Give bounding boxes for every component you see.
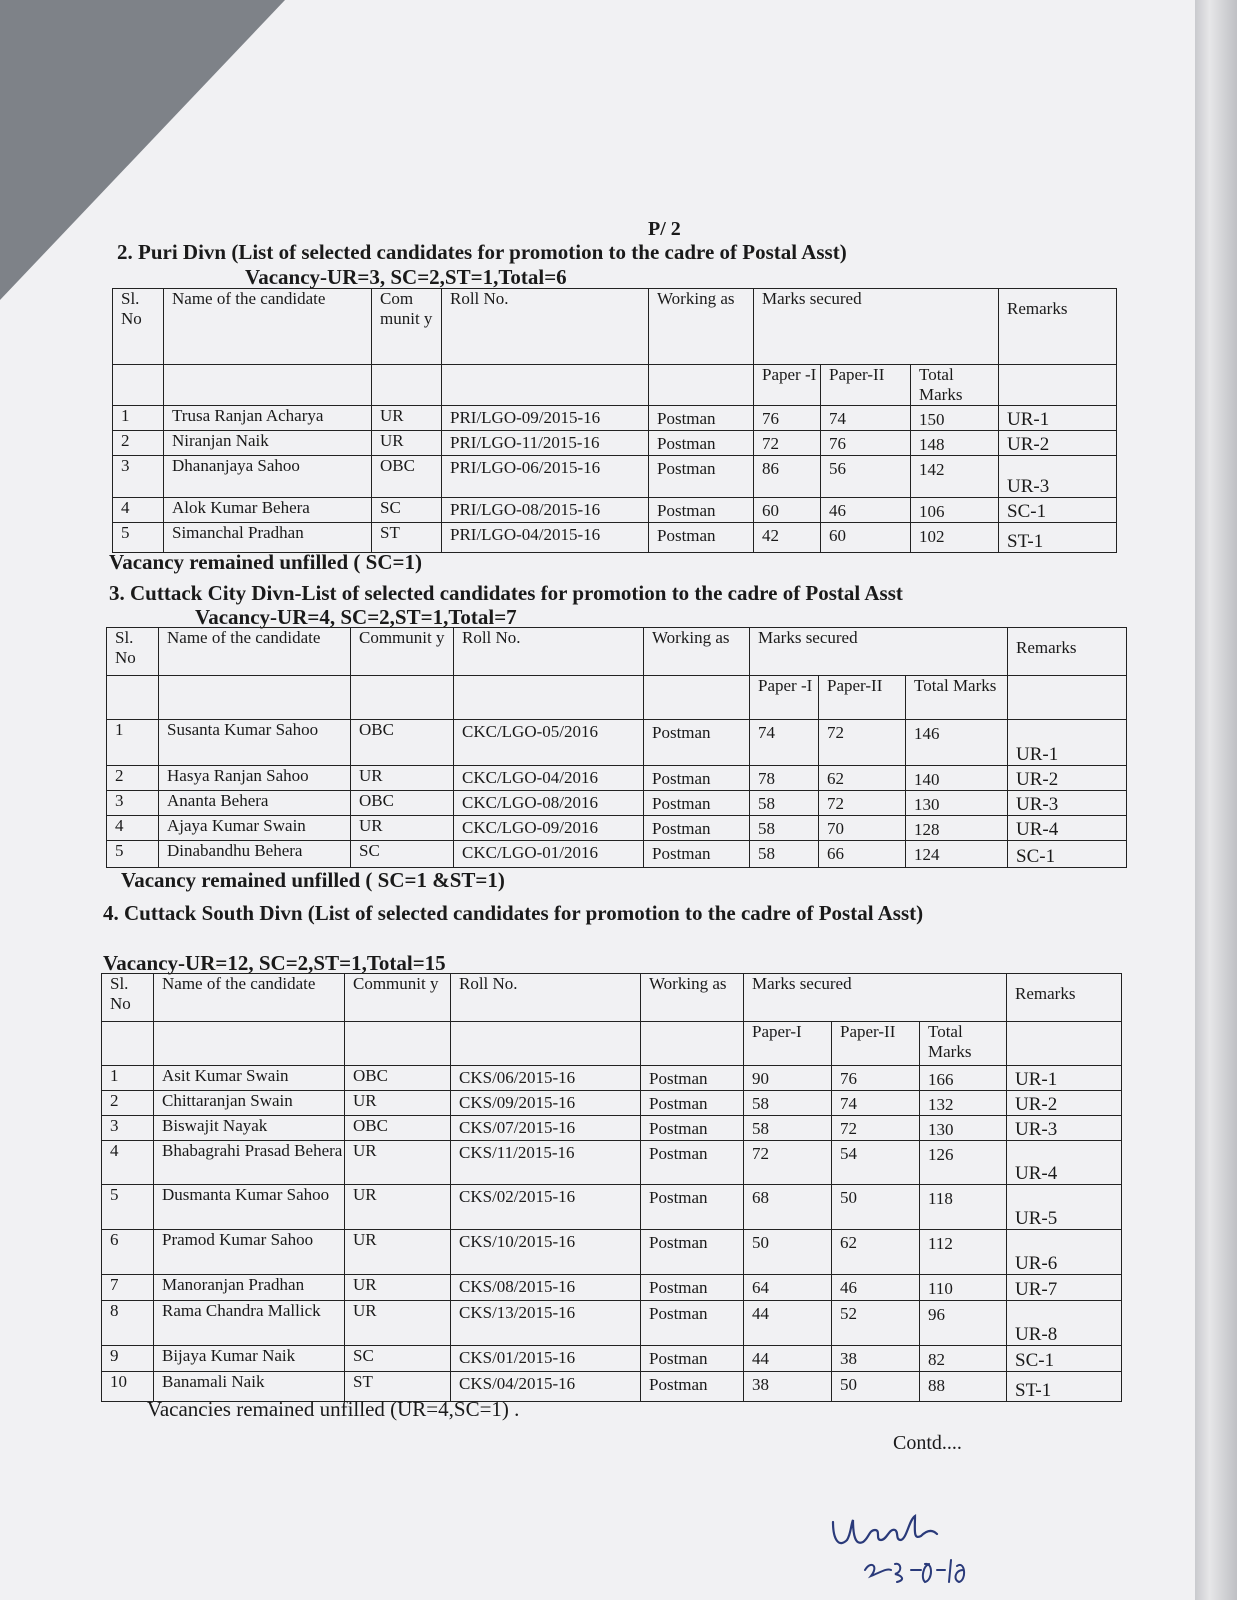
vacancy-line-cuttack-city: Vacancy-UR=4, SC=2,ST=1,Total=7 — [195, 605, 517, 629]
vacancy-line-puri: Vacancy-UR=3, SC=2,ST=1,Total=6 — [245, 265, 567, 289]
candidate-name-cell: Pramod Kumar Sahoo — [154, 1230, 345, 1275]
community-cell: OBC — [345, 1116, 451, 1141]
table-row — [102, 1275, 1122, 1301]
paper-2-cell: 56 — [821, 456, 911, 498]
table-header — [113, 289, 1117, 406]
sl-no-cell: 5 — [107, 841, 159, 868]
remarks-header: Remarks — [999, 289, 1117, 365]
paper-2-cell: 72 — [832, 1116, 920, 1141]
working-as-cell: Postman — [641, 1091, 744, 1116]
sl-no-cell: 2 — [107, 766, 159, 791]
remarks-cell: UR-2 — [1007, 1091, 1122, 1116]
working-as-cell: Postman — [641, 1141, 744, 1185]
working-as-cell: Postman — [641, 1185, 744, 1230]
empty-cell — [113, 365, 164, 406]
table-row — [107, 766, 1127, 791]
total-marks-cell: 142 — [911, 456, 999, 498]
paper-1-header: Paper -I — [750, 676, 819, 720]
paper-2-cell: 62 — [819, 766, 906, 791]
total-marks-cell: 130 — [920, 1116, 1007, 1141]
table-header — [107, 628, 1127, 720]
remarks-cell: UR-3 — [1007, 1116, 1122, 1141]
community-cell: SC — [351, 841, 454, 868]
candidate-name-cell: Ananta Behera — [159, 791, 351, 816]
sl-no-cell: 5 — [113, 523, 164, 553]
empty-cell — [107, 676, 159, 720]
empty-cell — [451, 1022, 641, 1066]
total-marks-cell: 88 — [920, 1372, 1007, 1402]
roll-no-cell: CKS/08/2015-16 — [451, 1275, 641, 1301]
subheader-row — [102, 1022, 1122, 1066]
empty-cell — [351, 676, 454, 720]
candidate-name-cell: Bijaya Kumar Naik — [154, 1346, 345, 1372]
paper-2-cell: 72 — [819, 791, 906, 816]
working-as-cell: Postman — [649, 406, 754, 431]
working-as-cell: Postman — [641, 1301, 744, 1346]
remarks-cell: SC-1 — [1008, 841, 1127, 868]
sl-no-cell: 3 — [102, 1116, 154, 1141]
remarks-cell: UR-3 — [999, 456, 1117, 498]
table-row — [113, 523, 1117, 553]
table-row — [107, 841, 1127, 868]
paper-2-cell: 50 — [832, 1372, 920, 1402]
sl-no-cell: 3 — [107, 791, 159, 816]
empty-cell — [644, 676, 750, 720]
community-cell: OBC — [345, 1066, 451, 1091]
table-row — [102, 1230, 1122, 1275]
working-as-cell: Postman — [641, 1116, 744, 1141]
marks-secured-header: Marks secured — [754, 289, 999, 365]
remarks-cell: UR-3 — [1008, 791, 1127, 816]
sl-no-header: Sl. No — [102, 974, 154, 1022]
table-header — [102, 974, 1122, 1066]
community-cell: OBC — [351, 720, 454, 766]
header-row — [102, 974, 1122, 1022]
working-as-cell: Postman — [641, 1066, 744, 1091]
unfilled-note-puri: Vacancy remained unfilled ( SC=1) — [109, 550, 422, 574]
candidate-name-cell: Ajaya Kumar Swain — [159, 816, 351, 841]
working-as-cell: Postman — [649, 431, 754, 456]
table-body — [113, 406, 1117, 553]
candidate-name-cell: Biswajit Nayak — [154, 1116, 345, 1141]
paper-1-header: Paper -I — [754, 365, 821, 406]
community-cell: UR — [372, 431, 442, 456]
working-as-header: Working as — [644, 628, 750, 676]
paper-2-cell: 76 — [832, 1066, 920, 1091]
community-header: Com munit y — [372, 289, 442, 365]
community-header: Communit y — [345, 974, 451, 1022]
roll-no-cell: CKS/04/2015-16 — [451, 1372, 641, 1402]
roll-no-header: Roll No. — [442, 289, 649, 365]
paper-1-cell: 58 — [750, 841, 819, 868]
paper-2-cell: 46 — [821, 498, 911, 523]
working-as-cell: Postman — [644, 720, 750, 766]
total-marks-cell: 106 — [911, 498, 999, 523]
community-cell: UR — [351, 816, 454, 841]
sl-no-cell: 4 — [107, 816, 159, 841]
table-body — [102, 1066, 1122, 1402]
roll-no-cell: CKC/LGO-04/2016 — [454, 766, 644, 791]
remarks-header: Remarks — [1007, 974, 1122, 1022]
candidate-name-cell: Dusmanta Kumar Sahoo — [154, 1185, 345, 1230]
candidate-name-cell: Rama Chandra Mallick — [154, 1301, 345, 1346]
total-marks-cell: 132 — [920, 1091, 1007, 1116]
empty-cell — [649, 365, 754, 406]
paper-1-cell: 60 — [754, 498, 821, 523]
remarks-cell: UR-6 — [1007, 1230, 1122, 1275]
empty-cell — [372, 365, 442, 406]
table-row — [102, 1066, 1122, 1091]
paper-1-cell: 72 — [744, 1141, 832, 1185]
unfilled-note-cuttack-south: Vacancies remained unfilled (UR=4,SC=1) . — [147, 1397, 520, 1421]
sl-no-cell: 3 — [113, 456, 164, 498]
empty-cell — [454, 676, 644, 720]
selection-table-cuttack-south — [101, 973, 1122, 1402]
working-as-cell: Postman — [649, 456, 754, 498]
sl-no-cell: 2 — [113, 431, 164, 456]
sl-no-cell: 1 — [102, 1066, 154, 1091]
remarks-cell: ST-1 — [999, 523, 1117, 553]
total-marks-cell: 166 — [920, 1066, 1007, 1091]
table-row — [102, 1116, 1122, 1141]
total-marks-cell: 112 — [920, 1230, 1007, 1275]
continued-marker: Contd.... — [893, 1432, 962, 1454]
remarks-cell: UR-1 — [999, 406, 1117, 431]
sl-no-cell: 7 — [102, 1275, 154, 1301]
selection-table-cuttack-city — [106, 627, 1127, 868]
marks-secured-header: Marks secured — [744, 974, 1007, 1022]
paper-2-header: Paper-II — [819, 676, 906, 720]
paper-2-cell: 60 — [821, 523, 911, 553]
total-marks-cell: 124 — [906, 841, 1008, 868]
roll-no-cell: CKS/06/2015-16 — [451, 1066, 641, 1091]
table-row — [107, 791, 1127, 816]
paper-2-cell: 62 — [832, 1230, 920, 1275]
empty-cell — [154, 1022, 345, 1066]
total-marks-cell: 96 — [920, 1301, 1007, 1346]
total-marks-cell: 110 — [920, 1275, 1007, 1301]
candidate-name-cell: Niranjan Naik — [164, 431, 372, 456]
sl-no-cell: 10 — [102, 1372, 154, 1402]
community-header: Communit y — [351, 628, 454, 676]
candidate-name-cell: Banamali Naik — [154, 1372, 345, 1402]
remarks-cell: UR-1 — [1008, 720, 1127, 766]
paper-2-cell: 74 — [832, 1091, 920, 1116]
total-marks-header: Total Marks — [906, 676, 1008, 720]
community-cell: SC — [372, 498, 442, 523]
paper-1-cell: 42 — [754, 523, 821, 553]
table-row — [102, 1185, 1122, 1230]
roll-no-cell: PRI/LGO-09/2015-16 — [442, 406, 649, 431]
total-marks-cell: 148 — [911, 431, 999, 456]
header-row — [113, 289, 1117, 365]
paper-2-cell: 70 — [819, 816, 906, 841]
empty-cell — [164, 365, 372, 406]
remarks-cell: UR-1 — [1007, 1066, 1122, 1091]
subheader-row — [107, 676, 1127, 720]
paper-1-cell: 72 — [754, 431, 821, 456]
candidate-name-cell: Hasya Ranjan Sahoo — [159, 766, 351, 791]
paper-1-cell: 76 — [754, 406, 821, 431]
candidate-name-cell: Dinabandhu Behera — [159, 841, 351, 868]
paper-1-cell: 44 — [744, 1301, 832, 1346]
community-cell: UR — [345, 1230, 451, 1275]
paper-1-cell: 64 — [744, 1275, 832, 1301]
table-row — [113, 406, 1117, 431]
working-as-cell: Postman — [644, 791, 750, 816]
page-number: P/ 2 — [648, 218, 681, 240]
remarks-cell: UR-8 — [1007, 1301, 1122, 1346]
community-cell: ST — [372, 523, 442, 553]
total-marks-cell: 146 — [906, 720, 1008, 766]
remarks-cell: UR-2 — [1008, 766, 1127, 791]
sl-no-cell: 2 — [102, 1091, 154, 1116]
candidate-name-cell: Trusa Ranjan Acharya — [164, 406, 372, 431]
table-row — [113, 498, 1117, 523]
total-marks-cell: 128 — [906, 816, 1008, 841]
vacancy-line-cuttack-south: Vacancy-UR=12, SC=2,ST=1,Total=15 — [103, 951, 446, 975]
community-cell: ST — [345, 1372, 451, 1402]
name-header: Name of the candidate — [159, 628, 351, 676]
candidate-name-cell: Manoranjan Pradhan — [154, 1275, 345, 1301]
roll-no-cell: CKS/07/2015-16 — [451, 1116, 641, 1141]
unfilled-note-cuttack-city: Vacancy remained unfilled ( SC=1 &ST=1) — [121, 868, 505, 892]
paper-1-cell: 58 — [744, 1091, 832, 1116]
sl-no-cell: 8 — [102, 1301, 154, 1346]
table-row — [102, 1346, 1122, 1372]
selection-table-puri — [112, 288, 1117, 553]
paper-2-cell: 74 — [821, 406, 911, 431]
working-as-cell: Postman — [641, 1230, 744, 1275]
table-row — [113, 431, 1117, 456]
working-as-header: Working as — [649, 289, 754, 365]
table-row — [102, 1301, 1122, 1346]
paper-2-cell: 76 — [821, 431, 911, 456]
total-marks-cell: 126 — [920, 1141, 1007, 1185]
empty-cell — [641, 1022, 744, 1066]
community-cell: UR — [345, 1275, 451, 1301]
remarks-cell: ST-1 — [1007, 1372, 1122, 1402]
roll-no-cell: PRI/LGO-06/2015-16 — [442, 456, 649, 498]
community-cell: UR — [345, 1141, 451, 1185]
working-as-cell: Postman — [644, 766, 750, 791]
remarks-cell: UR-4 — [1007, 1141, 1122, 1185]
table-row — [102, 1141, 1122, 1185]
candidate-name-cell: Simanchal Pradhan — [164, 523, 372, 553]
sl-no-cell: 6 — [102, 1230, 154, 1275]
table-row — [107, 720, 1127, 766]
subheader-row — [113, 365, 1117, 406]
sl-no-cell: 4 — [102, 1141, 154, 1185]
total-marks-cell: 130 — [906, 791, 1008, 816]
section-heading-cuttack-city: 3. Cuttack City Divn-List of selected candidates for promotion to the cadre of Postal Asst — [109, 581, 903, 605]
paper-1-cell: 68 — [744, 1185, 832, 1230]
working-as-cell: Postman — [641, 1372, 744, 1402]
paper-2-cell: 50 — [832, 1185, 920, 1230]
working-as-cell: Postman — [649, 498, 754, 523]
sl-no-header: Sl. No — [113, 289, 164, 365]
table-body — [107, 720, 1127, 868]
working-as-cell: Postman — [649, 523, 754, 553]
community-cell: OBC — [372, 456, 442, 498]
candidate-name-cell: Asit Kumar Swain — [154, 1066, 345, 1091]
total-marks-cell: 140 — [906, 766, 1008, 791]
working-as-cell: Postman — [644, 816, 750, 841]
community-cell: UR — [345, 1091, 451, 1116]
remarks-header: Remarks — [1008, 628, 1127, 676]
table-row — [102, 1091, 1122, 1116]
working-as-cell: Postman — [641, 1275, 744, 1301]
remarks-cell: UR-2 — [999, 431, 1117, 456]
paper-1-cell: 86 — [754, 456, 821, 498]
paper-2-header: Paper-II — [821, 365, 911, 406]
handwritten-signature — [825, 1500, 975, 1590]
empty-cell — [159, 676, 351, 720]
total-marks-cell: 82 — [920, 1346, 1007, 1372]
section-heading-puri: 2. Puri Divn (List of selected candidates for promotion to the cadre of Postal Asst) — [117, 240, 847, 264]
empty-cell — [345, 1022, 451, 1066]
paper-2-cell: 66 — [819, 841, 906, 868]
roll-no-cell: PRI/LGO-04/2015-16 — [442, 523, 649, 553]
total-marks-header: Total Marks — [920, 1022, 1007, 1066]
paper-2-cell: 72 — [819, 720, 906, 766]
community-cell: UR — [351, 766, 454, 791]
sl-no-header: Sl. No — [107, 628, 159, 676]
paper-2-header: Paper-II — [832, 1022, 920, 1066]
remarks-cell: SC-1 — [1007, 1346, 1122, 1372]
sl-no-cell: 5 — [102, 1185, 154, 1230]
roll-no-cell: CKC/LGO-01/2016 — [454, 841, 644, 868]
community-cell: UR — [345, 1301, 451, 1346]
sl-no-cell: 4 — [113, 498, 164, 523]
remarks-cell: UR-7 — [1007, 1275, 1122, 1301]
roll-no-cell: CKC/LGO-09/2016 — [454, 816, 644, 841]
header-row — [107, 628, 1127, 676]
table-row — [113, 456, 1117, 498]
paper-1-cell: 50 — [744, 1230, 832, 1275]
working-as-header: Working as — [641, 974, 744, 1022]
paper-1-cell: 90 — [744, 1066, 832, 1091]
community-cell: SC — [345, 1346, 451, 1372]
roll-no-cell: CKS/11/2015-16 — [451, 1141, 641, 1185]
total-marks-cell: 102 — [911, 523, 999, 553]
empty-cell — [1007, 1022, 1122, 1066]
candidate-name-cell: Bhabagrahi Prasad Behera — [154, 1141, 345, 1185]
roll-no-cell: PRI/LGO-11/2015-16 — [442, 431, 649, 456]
roll-no-cell: CKC/LGO-05/2016 — [454, 720, 644, 766]
paper-1-cell: 44 — [744, 1346, 832, 1372]
paper-1-cell: 78 — [750, 766, 819, 791]
working-as-cell: Postman — [641, 1346, 744, 1372]
roll-no-cell: PRI/LGO-08/2015-16 — [442, 498, 649, 523]
community-cell: UR — [345, 1185, 451, 1230]
empty-cell — [1008, 676, 1127, 720]
roll-no-cell: CKS/10/2015-16 — [451, 1230, 641, 1275]
candidate-name-cell: Alok Kumar Behera — [164, 498, 372, 523]
total-marks-cell: 150 — [911, 406, 999, 431]
candidate-name-cell: Dhananjaya Sahoo — [164, 456, 372, 498]
paper-2-cell: 38 — [832, 1346, 920, 1372]
candidate-name-cell: Susanta Kumar Sahoo — [159, 720, 351, 766]
roll-no-cell: CKS/02/2015-16 — [451, 1185, 641, 1230]
roll-no-cell: CKS/09/2015-16 — [451, 1091, 641, 1116]
sl-no-cell: 1 — [107, 720, 159, 766]
table-row — [107, 816, 1127, 841]
page-stack-edge — [1195, 0, 1237, 1600]
remarks-cell: SC-1 — [999, 498, 1117, 523]
total-marks-header: Total Marks — [911, 365, 999, 406]
paper-1-header: Paper-I — [744, 1022, 832, 1066]
empty-cell — [442, 365, 649, 406]
paper-2-cell: 52 — [832, 1301, 920, 1346]
roll-no-cell: CKS/01/2015-16 — [451, 1346, 641, 1372]
sl-no-cell: 9 — [102, 1346, 154, 1372]
sl-no-cell: 1 — [113, 406, 164, 431]
community-cell: UR — [372, 406, 442, 431]
section-heading-cuttack-south: 4. Cuttack South Divn (List of selected candidates for promotion to the cadre of Postal Asst) — [103, 901, 924, 925]
paper-1-cell: 58 — [750, 791, 819, 816]
roll-no-header: Roll No. — [454, 628, 644, 676]
name-header: Name of the candidate — [154, 974, 345, 1022]
name-header: Name of the candidate — [164, 289, 372, 365]
roll-no-header: Roll No. — [451, 974, 641, 1022]
paper-1-cell: 38 — [744, 1372, 832, 1402]
empty-cell — [999, 365, 1117, 406]
paper-2-cell: 46 — [832, 1275, 920, 1301]
remarks-cell: UR-4 — [1008, 816, 1127, 841]
paper-1-cell: 58 — [750, 816, 819, 841]
paper-1-cell: 58 — [744, 1116, 832, 1141]
empty-cell — [102, 1022, 154, 1066]
total-marks-cell: 118 — [920, 1185, 1007, 1230]
roll-no-cell: CKS/13/2015-16 — [451, 1301, 641, 1346]
marks-secured-header: Marks secured — [750, 628, 1008, 676]
community-cell: OBC — [351, 791, 454, 816]
working-as-cell: Postman — [644, 841, 750, 868]
roll-no-cell: CKC/LGO-08/2016 — [454, 791, 644, 816]
paper-2-cell: 54 — [832, 1141, 920, 1185]
remarks-cell: UR-5 — [1007, 1185, 1122, 1230]
candidate-name-cell: Chittaranjan Swain — [154, 1091, 345, 1116]
paper-1-cell: 74 — [750, 720, 819, 766]
